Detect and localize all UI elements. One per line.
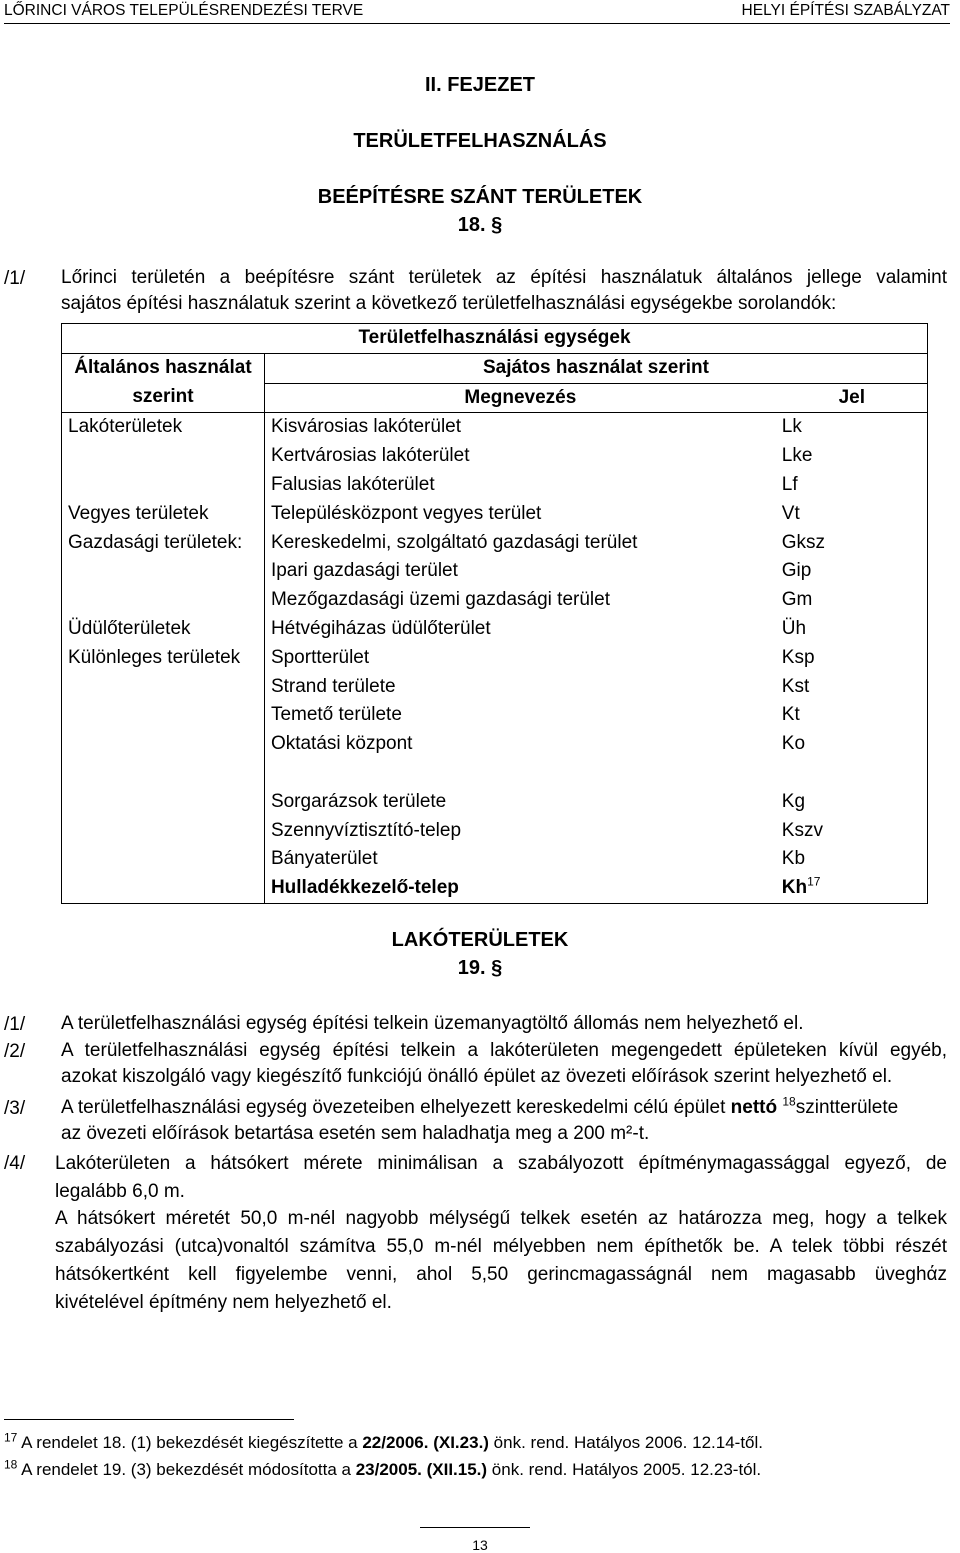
footnote-ref-17[interactable]: 17 (807, 874, 821, 889)
cell-general: Lakóterületek (62, 413, 265, 442)
cell-code: Lk (781, 416, 802, 438)
table-row (62, 413, 928, 442)
cell-code: Kb (781, 848, 806, 870)
footnote-ref-18[interactable]: 18 (782, 1094, 796, 1109)
chapter-title: TERÜLETFELHASZNÁLÁS (353, 130, 607, 152)
col-code: Jel (776, 383, 928, 413)
col-name: Megnevezés (264, 383, 775, 413)
cell-general (62, 673, 265, 702)
cell-general (62, 817, 265, 846)
p19-1-number: /1/ (4, 1014, 26, 1035)
p19-3-bold: nettó (730, 1097, 778, 1118)
footnote-17-pre: A rendelet 18. (1) bekezdését kiegészítette a (21, 1433, 363, 1452)
p19-3-line1 (61, 1095, 947, 1121)
cell-code: Kst (781, 675, 810, 697)
footnote-18-pre: A rendelet 19. (3) bekezdését módosította a (21, 1460, 356, 1479)
col-general-2: szerint (62, 383, 265, 413)
page-number-divider (420, 1527, 530, 1528)
cell-general (62, 471, 265, 500)
land-use-table (61, 323, 928, 904)
p18-1-line2: sajátos építési használatuk szerint a következő területfelhasználási egységekbe sorolandók: (61, 293, 837, 314)
p19-3-number: /3/ (4, 1098, 26, 1119)
table-row (62, 788, 928, 817)
page-header (4, 0, 950, 22)
p19-4-line4: szabályozási (utca)vonaltól számítva 55,0 m-nél mélyebben nem építhetők be. A telek többi részét (55, 1236, 947, 1258)
cell-code-text: Kh (781, 877, 808, 899)
cell-name: Bányaterület (270, 848, 378, 870)
p19-2-line1: A területfelhasználási egység építési telkein a lakóterületen megengedett épületeken kívül egyéb, (61, 1040, 947, 1061)
cell-general (62, 442, 265, 471)
cell-general (62, 557, 265, 586)
cell-general (62, 874, 265, 903)
table-row (62, 557, 928, 586)
section-title: BEÉPÍTÉSRE SZÁNT TERÜLETEK (317, 186, 643, 208)
cell-general: Gazdasági területek: (62, 529, 265, 558)
cell-general (62, 788, 265, 817)
section-sign-icon: § (491, 957, 503, 979)
paragraph-18-number: 18. (457, 214, 492, 236)
p19-4-text (55, 1150, 947, 1316)
cell-name: Mezőgazdasági üzemi gazdasági terület (270, 589, 610, 611)
section-sign-icon: § (491, 214, 503, 236)
table-row (62, 845, 928, 874)
cell-code: Kg (781, 790, 806, 812)
cell-code: Lf (781, 473, 798, 495)
footnote-divider (4, 1419, 294, 1420)
p18-1-number: /1/ (4, 268, 26, 289)
table-row (62, 730, 928, 759)
cell-general: Vegyes területek (62, 500, 265, 529)
p19-4-line6: kivételével építmény nem helyezhető el. (55, 1291, 392, 1313)
cell-name: Temető területe (270, 704, 402, 726)
table-row (62, 471, 928, 500)
footnote-18-marker: 18 (4, 1457, 18, 1472)
p19-1-text: A területfelhasználási egység építési telkein üzemanyagtöltő állomás nem helyezhető el. (61, 1013, 804, 1034)
cell-code: Kszv (781, 819, 823, 841)
cell-code (776, 874, 928, 903)
footnote-17-bold: 22/2006. (XI.23.) (362, 1433, 489, 1452)
section2-title: LAKÓTERÜLETEK (391, 929, 569, 951)
table-row (62, 615, 928, 644)
table-row (62, 500, 928, 529)
p19-3-pre: A területfelhasználási egység övezeteiben elhelyezett kereskedelmi célú épület (61, 1097, 731, 1118)
cell-code: Üh (781, 617, 807, 639)
cell-general (62, 701, 265, 730)
table-row (62, 874, 928, 903)
col-specific: Sajátos használat szerint (264, 353, 927, 383)
cell-general (62, 730, 265, 759)
p19-2-line2: azokat kiszolgáló vagy kiegészítő funkciójú önálló épület az övezeti előírások szerint helyezhető el. (61, 1066, 893, 1087)
p19-3-text (61, 1095, 947, 1147)
cell-name: Falusias lakóterület (270, 473, 435, 495)
p19-2-number: /2/ (4, 1041, 26, 1062)
footnote-17-marker: 17 (4, 1430, 18, 1445)
col-general-1: Általános használat (62, 353, 265, 383)
cell-code: Lke (781, 445, 813, 467)
table-row (62, 759, 928, 788)
cell-code: Gm (781, 589, 813, 611)
cell-name: Ipari gazdasági terület (270, 560, 458, 582)
cell-name: Sportterület (270, 646, 370, 668)
cell-code: Gip (781, 560, 812, 582)
table-row (62, 529, 928, 558)
cell-name: Településközpont vegyes terület (270, 502, 542, 524)
p19-4-line1: Lakóterületen a hátsókert mérete minimálisan a szabályozott építménymagassággal egyező, de (55, 1153, 947, 1174)
cell-code (776, 759, 928, 788)
cell-name: Kereskedelmi, szolgáltató gazdasági terület (270, 531, 638, 553)
paragraph-18-heading (0, 214, 960, 237)
table-row (62, 442, 928, 471)
table-title: Területfelhasználási egységek (62, 324, 928, 354)
p18-1-line1: Lőrinci területén a beépítésre szánt területek az építési használatuk általános jellege valamint (61, 267, 947, 288)
cell-general: Különleges területek (62, 644, 265, 673)
footnote-18-post: önk. rend. Hatályos 2005. 12.23-tól. (487, 1460, 762, 1479)
cell-name: Kertvárosias lakóterület (270, 445, 470, 467)
footnote-18-bold: 23/2005. (XII.15.) (355, 1460, 488, 1479)
p19-4-line3: A hátsókert méretét 50,0 m-nél nagyobb mélységű telkek esetén az határozza meg, hogy a telkek (55, 1208, 947, 1230)
p19-4-line5: hátsókertként kell figyelembe venni, ahol 5,50 gerincmagasságnál nem magasabb üveghάz (55, 1263, 947, 1285)
footnote-18 (4, 1457, 762, 1480)
cell-name: Sorgarázsok területe (270, 790, 447, 812)
footnote-17-post: önk. rend. Hatályos 2006. 12.14-től. (488, 1433, 764, 1452)
cell-general (62, 586, 265, 615)
p18-1-text (61, 265, 947, 317)
cell-code: Gksz (781, 531, 826, 553)
table-row (62, 673, 928, 702)
cell-code: Kt (781, 704, 800, 726)
p19-4-line2: legalább 6,0 m. (55, 1180, 185, 1202)
table-row (62, 644, 928, 673)
table-row (62, 817, 928, 846)
cell-name: Kisvárosias lakóterület (270, 416, 462, 438)
cell-name: Strand területe (270, 675, 396, 697)
cell-general (62, 759, 265, 788)
cell-name: Hétvégiházas üdülőterület (270, 617, 491, 639)
chapter-number: II. FEJEZET (424, 74, 536, 96)
header-left: LŐRINCI VÁROS TELEPÜLÉSRENDEZÉSI TERVE (4, 2, 364, 19)
cell-general (62, 845, 265, 874)
cell-code: Vt (781, 502, 800, 524)
paragraph-19-number: 19. (457, 957, 492, 979)
cell-general: Üdülőterületek (62, 615, 265, 644)
p19-4-number: /4/ (4, 1153, 26, 1174)
table-row (62, 701, 928, 730)
cell-name: Oktatási központ (270, 733, 413, 755)
footnote-17 (4, 1430, 764, 1453)
cell-name (264, 759, 775, 788)
p19-2-text (61, 1038, 947, 1090)
cell-code: Ksp (781, 646, 815, 668)
page-number: 13 (472, 1537, 488, 1553)
paragraph-19-heading (0, 957, 960, 980)
cell-name: Hulladékkezelő-telep (264, 874, 775, 903)
p19-3-post: szintterülete (795, 1097, 899, 1118)
table-row (62, 586, 928, 615)
cell-code: Ko (781, 733, 806, 755)
p19-3-line2: az övezeti előírások betartása esetén sem haladhatja meg a 200 m²-t. (61, 1123, 650, 1144)
cell-name: Szennyvíztisztító-telep (270, 819, 462, 841)
header-right: HELYI ÉPÍTÉSI SZABÁLYZAT (741, 2, 950, 19)
